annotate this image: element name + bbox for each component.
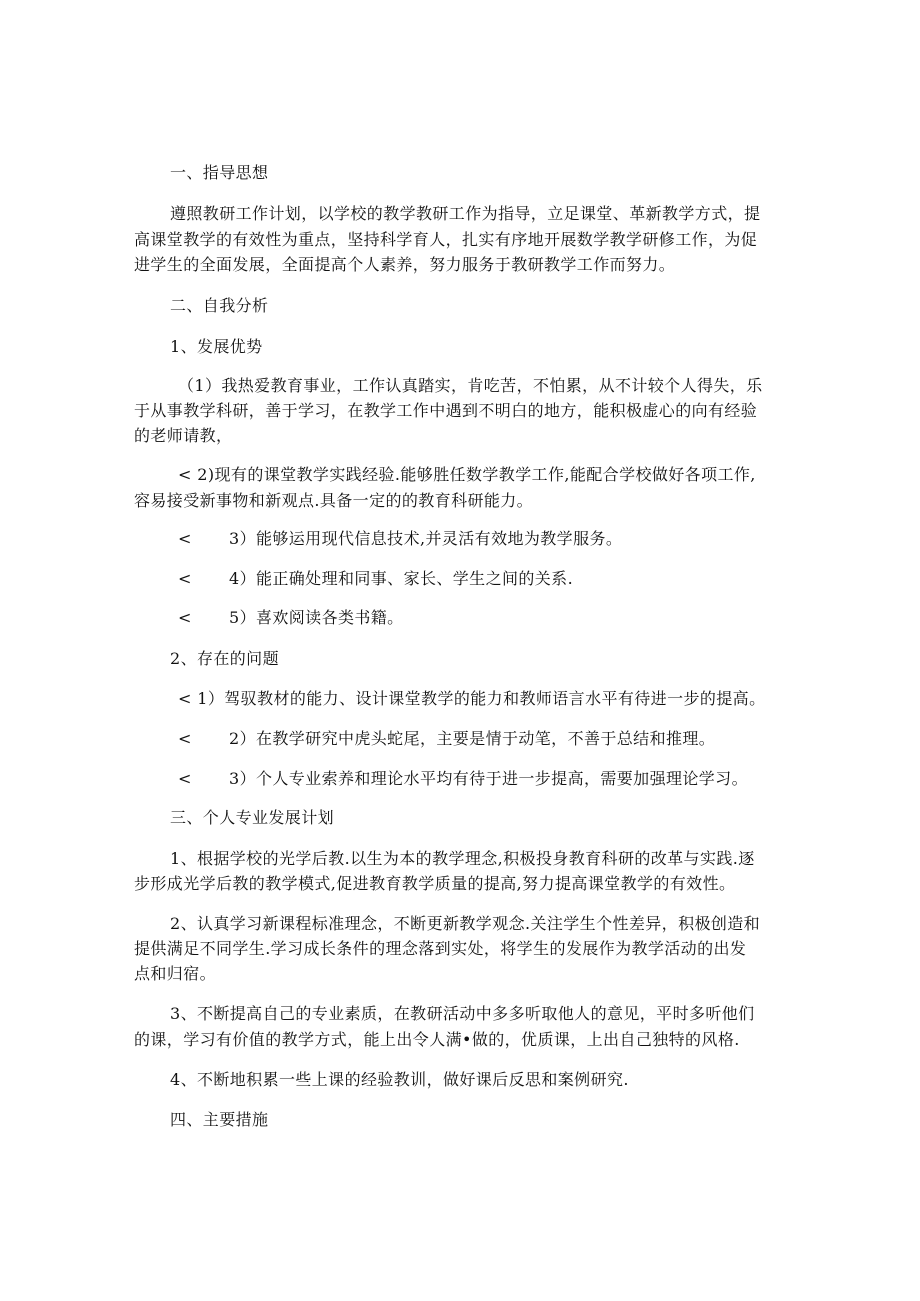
paragraph-line: 3、不断提高自己的专业素质，在教研活动中多多听取他人的意见，平时多听他们 — [170, 1004, 755, 1023]
problem-item-2: 2）在教学研究中虎头蛇尾，主要是情于动笔，不善于总结和推理。 — [229, 729, 716, 748]
paragraph-line: 高课堂教学的有效性为重点，坚持科学育人，扎实有序地开展数学教学研修工作，为促 — [134, 230, 758, 249]
subsection-heading-strengths: 1、发展优势 — [170, 337, 263, 356]
section-heading-main-measures: 四、主要措施 — [170, 1110, 269, 1129]
section-heading-self-analysis: 二、自我分析 — [170, 296, 269, 315]
list-marker: < — [178, 729, 192, 748]
paragraph-line: 1、根据学校的光学后教.以生为本的教学理念,积极投身教育科研的改革与实践.逐 — [170, 849, 755, 868]
problem-item-3: 3）个人专业索养和理论水平均有待于进一步提高，需要加强理论学习。 — [229, 769, 748, 788]
paragraph-line: 的老师请教， — [134, 426, 233, 445]
paragraph-line: < 2)现有的课堂教学实践经验.能够胜任数学教学工作,能配合学校做好各项工作, — [178, 465, 756, 484]
list-marker: < — [178, 769, 192, 788]
paragraph-line: 2、认真学习新课程标准理念，不断更新教学观念.关注学生个性差异，积极创造和 — [170, 914, 761, 933]
list-marker: < — [178, 569, 192, 588]
strength-item-3: 3）能够运用现代信息技术,并灵活有效地为教学服务。 — [229, 529, 623, 548]
strength-item-5: 5）喜欢阅读各类书籍。 — [229, 608, 404, 627]
paragraph-line: 提供满足不同学生.学习成长条件的理念落到实处，将学生的发展作为教学活动的出发 — [134, 939, 747, 958]
paragraph-line: 容易接受新事物和新观点.具备一定的的教育科研能力。 — [134, 491, 534, 510]
subsection-heading-problems: 2、存在的问题 — [170, 649, 279, 668]
paragraph-line: 遵照教研工作计划，以学校的教学教研工作为指导，立足课堂、革新教学方式，提 — [170, 204, 761, 223]
list-marker: < — [178, 608, 192, 627]
section-heading-guiding-thought: 一、指导思想 — [170, 163, 269, 182]
paragraph-line: 于从事教学科研，善于学习，在教学工作中遇到不明白的地方，能积极虚心的向有经验 — [134, 401, 758, 420]
paragraph-line: 进学生的全面发展，全面提高个人素养，努力服务于教研教学工作而努力。 — [134, 255, 676, 274]
strength-item-4: 4）能正确处理和同事、家长、学生之间的关系. — [229, 569, 574, 588]
paragraph-line: 步形成光学后教的教学模式,促进教育教学质量的提高,努力提高课堂教学的有效性。 — [134, 874, 736, 893]
paragraph-line: （1）我热爱教育事业，工作认真踏实，肯吃苦，不怕累，从不计较个人得失，乐 — [178, 376, 763, 395]
paragraph-line: 的课，学习有价值的教学方式，能上出令人满•做的，优质课，上出自己独特的风格. — [134, 1030, 740, 1049]
list-marker: < — [178, 529, 192, 548]
paragraph-line: 点和归宿。 — [134, 964, 217, 983]
problem-item-1: < 1）驾驭教材的能力、设计课堂教学的能力和教师语言水平有待进一步的提高。 — [178, 689, 766, 708]
section-heading-development-plan: 三、个人专业发展计划 — [170, 808, 335, 827]
plan-item-4: 4、不断地积累一些上课的经验教训，做好课后反思和案例研究. — [170, 1070, 629, 1089]
